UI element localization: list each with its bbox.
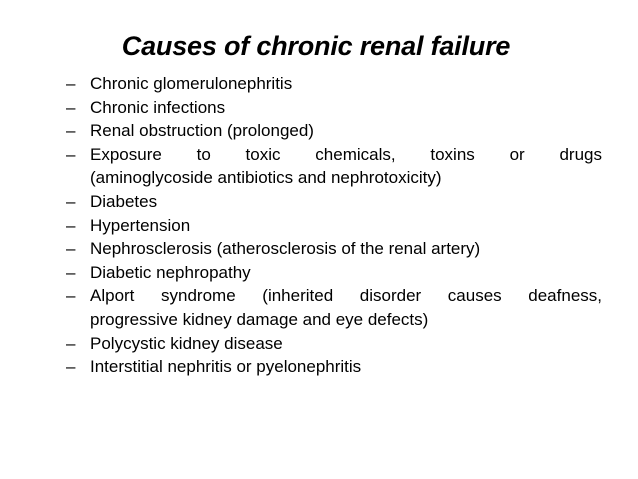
list-item bbox=[66, 355, 602, 379]
list-item bbox=[66, 237, 602, 261]
list-item bbox=[66, 96, 602, 120]
bullet-dash: – bbox=[66, 286, 76, 306]
list-item-text: Chronic infections bbox=[90, 97, 226, 117]
list-item-text: Interstitial nephritis or pyelonephritis bbox=[90, 357, 362, 377]
list-item bbox=[66, 284, 602, 331]
list-item bbox=[66, 332, 602, 356]
list-item-line: (aminoglycoside antibiotics and nephrotoxicity) bbox=[90, 168, 442, 188]
list-item-line: Alport syndrome (inherited disorder causes deafness, bbox=[90, 286, 602, 306]
list-item-text: Nephrosclerosis (atherosclerosis of the renal artery) bbox=[90, 239, 481, 259]
causes-list bbox=[66, 72, 602, 379]
slide-title bbox=[0, 29, 638, 63]
bullet-dash: – bbox=[66, 191, 76, 211]
list-item bbox=[66, 214, 602, 238]
bullet-dash: – bbox=[66, 121, 76, 141]
list-item-text: Polycystic kidney disease bbox=[90, 333, 283, 353]
list-item bbox=[66, 119, 602, 143]
bullet-dash: – bbox=[66, 357, 76, 377]
list-item-text: Chronic glomerulonephritis bbox=[90, 74, 293, 93]
bullet-dash: – bbox=[66, 215, 76, 235]
bullet-dash: – bbox=[66, 333, 76, 353]
bullet-dash: – bbox=[66, 97, 76, 117]
list-item-line: progressive kidney damage and eye defects) bbox=[90, 309, 429, 329]
list-item-text: Hypertension bbox=[90, 215, 191, 235]
list-item bbox=[66, 190, 602, 214]
bullet-dash: – bbox=[66, 262, 76, 282]
list-item-line: Exposure to toxic chemicals, toxins or drugs bbox=[90, 144, 602, 164]
bullet-dash: – bbox=[66, 74, 76, 93]
bullet-dash: – bbox=[66, 144, 76, 164]
list-item bbox=[66, 143, 602, 190]
slide-title-text: Causes of chronic renal failure bbox=[121, 31, 511, 61]
list-item-text: Renal obstruction (prolonged) bbox=[90, 121, 314, 141]
list-item-text bbox=[90, 143, 602, 190]
bullet-dash: – bbox=[66, 239, 76, 259]
list-item-text bbox=[90, 284, 602, 331]
list-item-text: Diabetes bbox=[90, 191, 158, 211]
list-item bbox=[66, 261, 602, 285]
list-item-text: Diabetic nephropathy bbox=[90, 262, 251, 282]
list-item bbox=[66, 72, 602, 96]
